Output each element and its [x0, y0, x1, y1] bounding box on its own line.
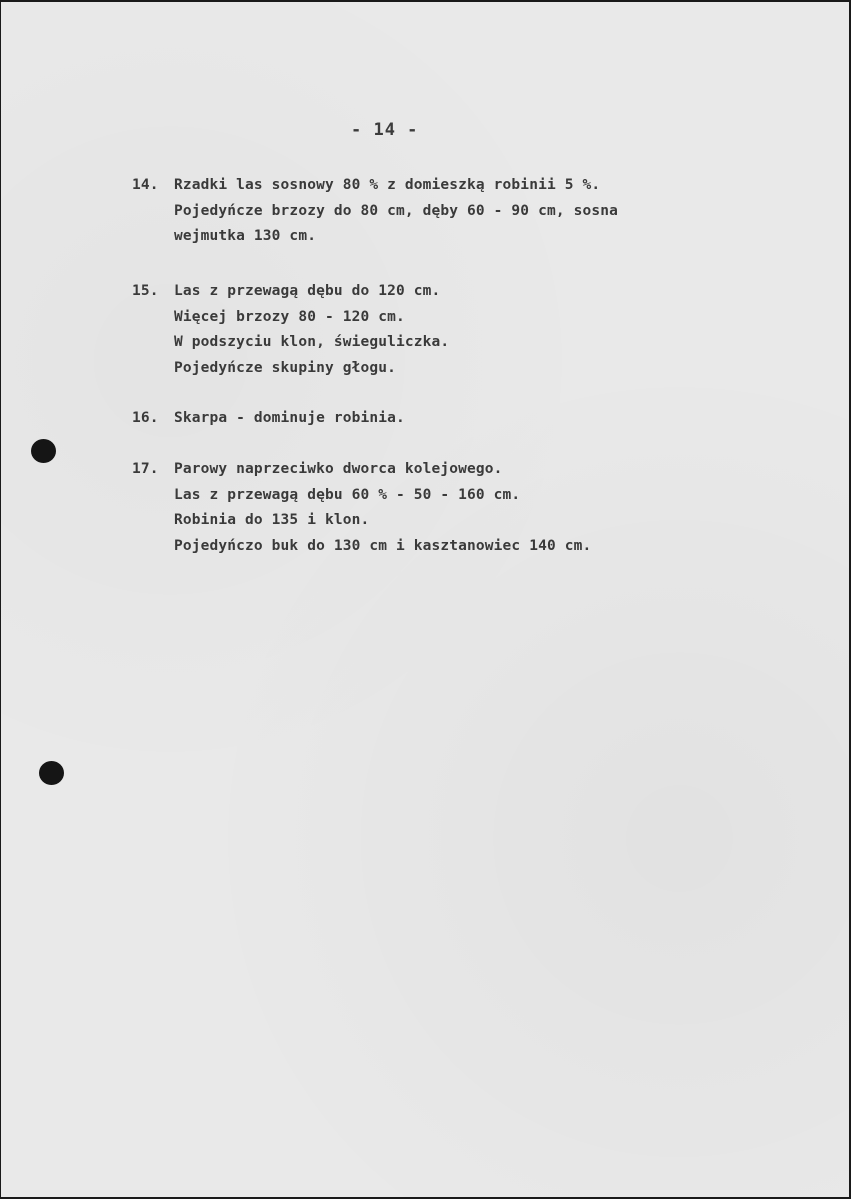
entry-text: Parowy naprzeciwko dworca kolejowego.: [174, 461, 503, 477]
entry-text: Las z przewagą dębu 60 % - 50 - 160 cm.: [174, 486, 521, 503]
list-item: [132, 406, 405, 432]
entry-line: [132, 199, 618, 225]
entry-number: 15.: [132, 283, 159, 299]
entry-number: 14.: [132, 177, 159, 193]
list-item: [132, 457, 591, 559]
entry-text: Pojedyńczo buk do 130 cm i kasztanowiec 140 cm.: [174, 537, 592, 554]
entry-number: 16.: [132, 410, 159, 426]
list-item: [132, 279, 449, 381]
entry-line: [132, 483, 591, 509]
entry-line: [132, 508, 591, 534]
punch-hole: [31, 439, 56, 463]
entry-text: Skarpa - dominuje robinia.: [174, 410, 405, 426]
list-item: [132, 173, 618, 250]
entry-line: [132, 356, 449, 382]
entry-line: [132, 224, 618, 250]
entry-line: [132, 279, 449, 305]
entry-line: [132, 173, 618, 199]
entry-line: [132, 406, 405, 432]
page-number: - 14 -: [351, 120, 419, 140]
entry-line: [132, 457, 591, 483]
entry-text: Pojedyńcze brzozy do 80 cm, dęby 60 - 90 cm, sosna: [174, 202, 618, 219]
entry-text: W podszyciu klon, świeguliczka.: [174, 334, 450, 350]
entry-line: [132, 330, 449, 356]
document-page: [1, 2, 849, 1197]
entry-line: [132, 305, 449, 331]
entry-text: Rzadki las sosnowy 80 % z domieszką robinii 5 %.: [174, 177, 601, 193]
entry-text: Więcej brzozy 80 - 120 cm.: [174, 308, 405, 325]
entry-text: wejmutka 130 cm.: [174, 228, 317, 244]
entry-line: [132, 534, 591, 560]
entry-number: 17.: [132, 461, 159, 477]
entry-text: Las z przewagą dębu do 120 cm.: [174, 283, 441, 299]
entry-text: Pojedyńcze skupiny głogu.: [174, 359, 396, 376]
entry-text: Robinia do 135 i klon.: [174, 512, 370, 528]
punch-hole: [39, 761, 64, 785]
